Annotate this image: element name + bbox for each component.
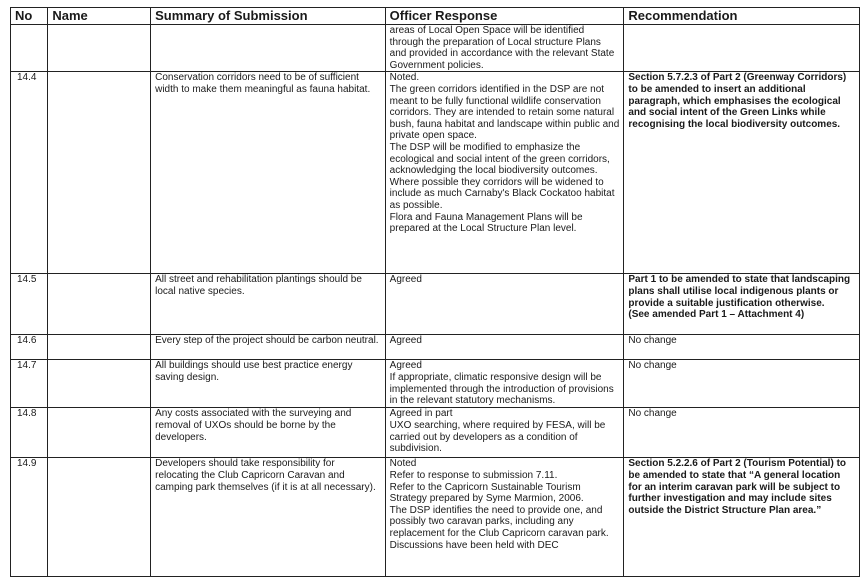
officer-response-paragraph: areas of Local Open Space will be identified through the preparation of Local structure Plans and provided in accordance with the relevant State Government policies.: [389, 25, 615, 71]
recommendation-paragraph: No change: [628, 360, 677, 372]
recommendation-paragraph: Section 5.2.2.6 of Part 2 (Tourism Potential) to be amended to state that “A general location for an interim caravan park will be subject to further investigation and may include sites outside the District Structure Plan area.”: [628, 458, 847, 516]
cell-recommendation: [624, 72, 860, 274]
header-officer-response: Officer Response: [385, 8, 624, 25]
officer-response-paragraph: The DSP will be modified to emphasize the ecological and social intent of the green corridors, acknowledging the local biodiversity outcomes.: [389, 141, 610, 177]
recommendation-paragraph: (See amended Part 1 – Attachment 4): [628, 309, 805, 321]
cell-name: [48, 25, 151, 72]
table-row: [11, 335, 860, 360]
officer-response-paragraph: Discussions have been held with DEC: [389, 539, 559, 551]
cell-summary: Developers should take responsibility for relocating the Club Capricorn Caravan and camping park themselves (if it is at all necessary).: [151, 458, 386, 577]
header-name: Name: [48, 8, 151, 25]
officer-response-paragraph: The DSP identifies the need to provide one, and possibly two caravan parks, including any replacement for the Club Capricorn caravan park.: [389, 504, 609, 539]
officer-response-paragraph: The green corridors identified in the DSP are not meant to be fully functional wildlife conservation corridors. They are intended to retain some natural bush, fauna habitat and landscape within public and private open space.: [389, 83, 620, 142]
officer-response-paragraph: Noted.: [389, 72, 420, 84]
cell-officer-response: [385, 274, 624, 335]
officer-response-paragraph: Agreed in part: [389, 408, 453, 420]
cell-officer-response: [385, 408, 624, 458]
cell-officer-response: [385, 335, 624, 360]
cell-officer-response: [385, 360, 624, 408]
officer-response-paragraph: Refer to response to submission 7.11.: [389, 469, 558, 481]
officer-response-paragraph: If appropriate, climatic responsive design will be implemented through the introduction of provisions in the relevant statutory mechanisms.: [389, 371, 614, 407]
cell-name: [48, 335, 151, 360]
officer-response-paragraph: Flora and Fauna Management Plans will be prepared at the Local Structure Plan level.: [389, 211, 583, 235]
recommendation-paragraph: Part 1 to be amended to state that landscaping plans shall utilise local indigenous plants or provide a suitable justification otherwise.: [628, 274, 851, 309]
cell-recommendation: [624, 408, 860, 458]
cell-summary: Any costs associated with the surveying and removal of UXOs should be borne by the developers.: [151, 408, 386, 458]
header-summary: Summary of Submission: [151, 8, 386, 25]
cell-no: 14.6: [11, 335, 48, 360]
cell-recommendation: [624, 335, 860, 360]
header-no: No: [11, 8, 48, 25]
cell-name: [48, 274, 151, 335]
recommendation-paragraph: No change: [628, 335, 677, 347]
table-header: [11, 8, 860, 25]
cell-no: 14.5: [11, 274, 48, 335]
cell-no: 14.7: [11, 360, 48, 408]
submissions-table: [10, 7, 860, 577]
cell-no: [11, 25, 48, 72]
officer-response-paragraph: Agreed: [389, 274, 422, 286]
table-row: [11, 274, 860, 335]
officer-response-paragraph: Agreed: [389, 360, 422, 372]
cell-officer-response: [385, 458, 624, 577]
cell-no: 14.4: [11, 72, 48, 274]
cell-summary: Every step of the project should be carbon neutral.: [151, 335, 386, 360]
cell-no: 14.8: [11, 408, 48, 458]
cell-name: [48, 458, 151, 577]
submissions-document: [10, 7, 860, 577]
table-row-continued: [11, 25, 860, 72]
officer-response-paragraph: UXO searching, where required by FESA, will be carried out by developers as a condition of subdivision.: [389, 419, 606, 455]
cell-summary: All street and rehabilitation plantings should be local native species.: [151, 274, 386, 335]
recommendation-paragraph: Section 5.7.2.3 of Part 2 (Greenway Corridors) to be amended to insert an additional paragraph, which emphasises the ecological and social intent of the Green Links while recognising the local biodiversity outcomes.: [628, 72, 847, 130]
table-row: [11, 360, 860, 408]
table-row: [11, 458, 860, 577]
cell-recommendation: [624, 25, 860, 72]
cell-recommendation: [624, 274, 860, 335]
cell-officer-response: [385, 25, 624, 72]
recommendation-paragraph: No change: [628, 408, 677, 420]
header-recommendation: Recommendation: [624, 8, 860, 25]
cell-officer-response: [385, 72, 624, 274]
officer-response-paragraph: Agreed: [389, 335, 422, 347]
cell-recommendation: [624, 360, 860, 408]
cell-name: [48, 72, 151, 274]
cell-summary: All buildings should use best practice energy saving design.: [151, 360, 386, 408]
officer-response-paragraph: Noted: [389, 458, 417, 470]
officer-response-paragraph: Refer to the Capricorn Sustainable Tourism Strategy prepared by Syme Marmion, 2006.: [389, 481, 584, 505]
cell-name: [48, 408, 151, 458]
cell-recommendation: [624, 458, 860, 577]
table-row: [11, 72, 860, 274]
cell-name: [48, 360, 151, 408]
officer-response-paragraph: Where possible they corridors will be widened to include as much Carnaby's Black Cockatoo habitat as possible.: [389, 176, 615, 211]
cell-no: 14.9: [11, 458, 48, 577]
cell-summary: Conservation corridors need to be of sufficient width to make them meaningful as fauna habitat.: [151, 72, 386, 274]
header-row: [11, 8, 860, 25]
table-row: [11, 408, 860, 458]
table-body: [11, 25, 860, 577]
cell-summary: [151, 25, 386, 72]
